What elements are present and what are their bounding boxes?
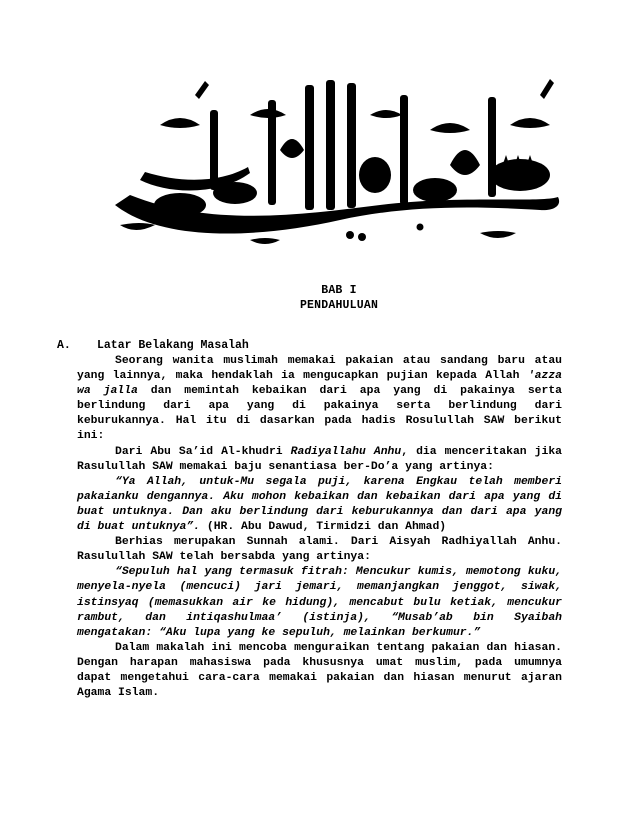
basmalah-calligraphy-image — [100, 55, 570, 250]
paragraph-5-quote — [77, 565, 562, 640]
paragraph-3-quote — [77, 475, 562, 535]
basmalah-calligraphy — [100, 55, 570, 250]
paragraph-3-italic: “Ya Allah, untuk-Mu segala puji, karena Engkau telah memberi pakaianku dengannya. Aku mohon kebaikan dan kebaikan dari apa yang di buat untuknya. Dan aku berlindung dari keburukannya dan dari apa yang di buat untuknya”. — [77, 475, 562, 534]
chapter-number: BAB I — [321, 284, 357, 297]
paragraph-1-end: dan memintah kebaikan dari apa yang di pakainya serta berlindung dari apa yang di pakainya serta berlindung dari keburukannya. Hal itu di dasarkan pada hadis Rosulullah SAW berikut ini: — [77, 385, 562, 443]
paragraph-1-italic: 'azza wa jalla — [77, 370, 562, 398]
paragraph-2-text: Dari Abu Sa’id Al-khudri — [115, 445, 291, 458]
paragraph-5-italic: “Sepuluh hal yang termasuk fitrah: Mencukur kumis, memotong kuku, menyela-nyela (mencuci) jari jemari, memanjangkan jenggot, siwak, istinsyaq (memasukkan air ke hidung), mencabut bulu ketiak, mencukur rambut, dan intiqashulmaa’ (istinja), “Musab’ab bin Syaibah mengatakan: “Aku lupa yang ke sepuluh, melainkan berkumur.” — [77, 566, 562, 639]
paragraph-1-text: Seorang wanita muslimah memakai pakaian atau sandang baru atau yang lainnya, maka hendaklah ia mengucapkan pujian kepada Allah — [77, 355, 562, 383]
paragraph-2-italic: Radiyallahu Anhu — [290, 445, 402, 458]
paragraph-3-end: (HR. Abu Dawud, Tirmidzi dan Ahmad) — [200, 521, 447, 534]
chapter-title: PENDAHULUAN — [299, 299, 379, 312]
body-text — [77, 354, 562, 701]
paragraph-2-end: , dia menceritakan jika Rasulullah SAW memakai baju senantiasa ber-Do’a yang artinya: — [77, 445, 563, 473]
section-title: Latar Belakang Masalah — [97, 339, 249, 352]
paragraph-2 — [77, 445, 562, 475]
section-heading — [57, 339, 577, 352]
paragraph-6: Dalam makalah ini mencoba menguraikan tentang pakaian dan hiasan. Dengan harapan mahasiswa pada khususnya umat muslim, pada umumnya dapat mengetahui cara-cara memakai pakaian dan hiasan menurut ajaran Agama Islam. — [77, 641, 562, 700]
section-letter: A. — [57, 339, 71, 352]
paragraph-4: Berhias merupakan Sunnah alami. Dari Aisyah Radhiyallah Anhu. Rasulullah SAW telah bersabda yang artinya: — [77, 536, 562, 564]
paragraph-1 — [77, 354, 562, 445]
